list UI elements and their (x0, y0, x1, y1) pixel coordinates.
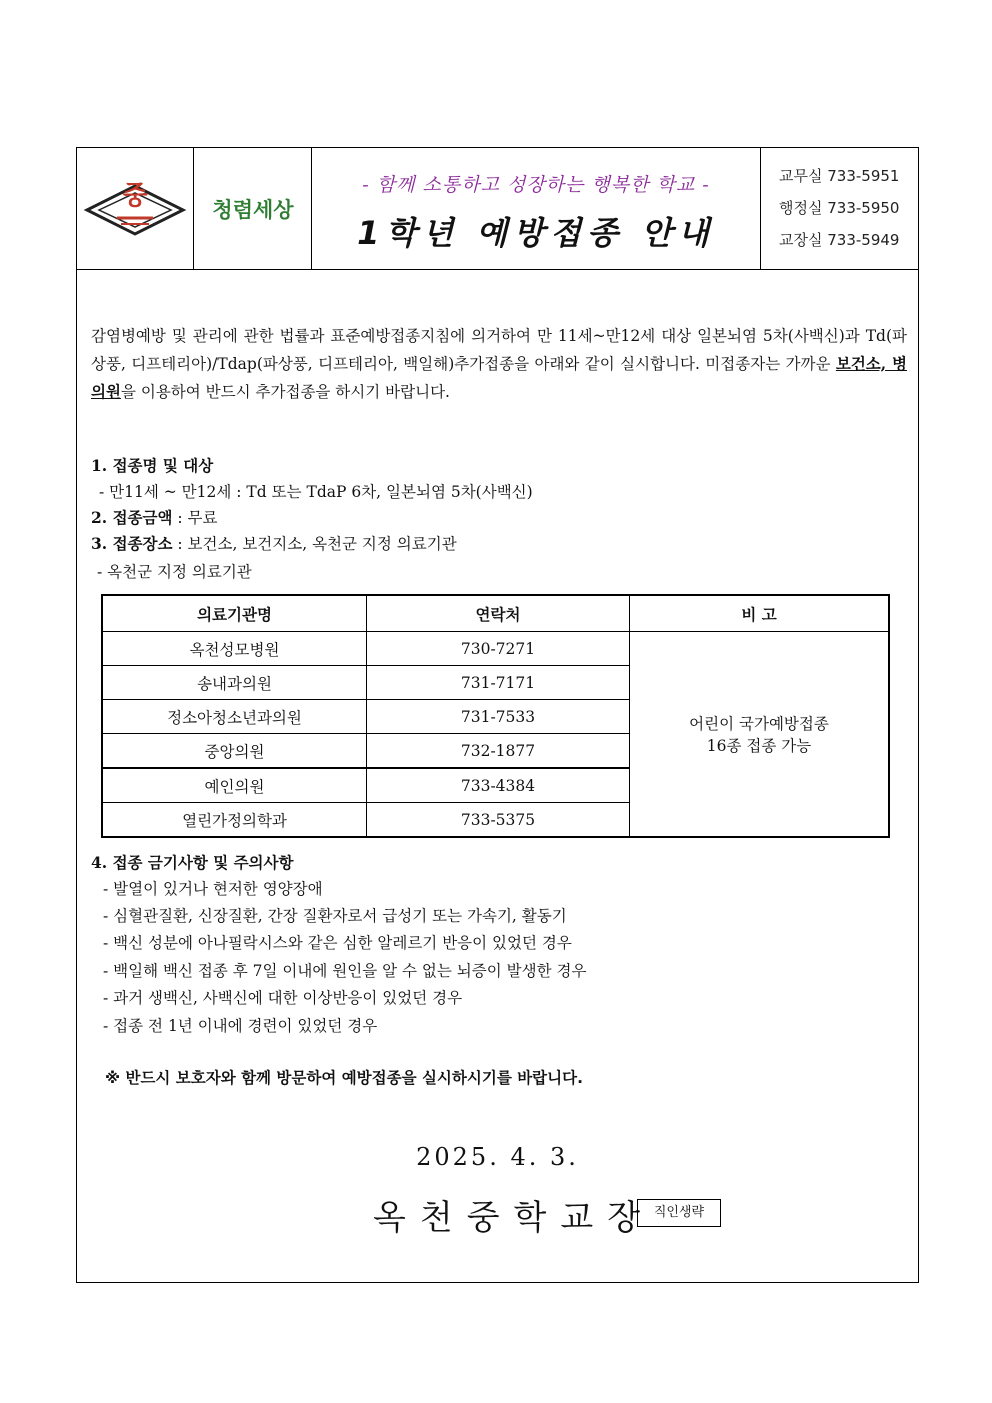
section-3 (91, 532, 457, 554)
caution-item: - 과거 생백신, 사백신에 대한 이상반응이 있었던 경우 (103, 989, 463, 1007)
emblem-text: 중 (122, 181, 148, 211)
page-title: 1학년 예방접종 안내 (357, 214, 715, 252)
section-3-title: 3. 접종장소 (91, 534, 173, 553)
institution-name: 옥천성모병원 (102, 632, 367, 666)
intro-emphasis: 보건소, 병의원 (91, 354, 908, 401)
section-1-title: 1. 접종명 및 대상 (91, 456, 214, 475)
phone-cell (761, 148, 918, 269)
institution-phone: 732-1877 (367, 734, 630, 769)
guardian-note: ※ 반드시 보호자와 함께 방문하여 예방접종을 실시하시기를 바랍니다. (105, 1069, 583, 1087)
institution-phone: 733-4384 (367, 768, 630, 803)
phone-principal-office: 교장실 733-5949 (779, 231, 900, 249)
section-2 (91, 506, 218, 528)
caution-item: - 접종 전 1년 이내에 경련이 있었던 경우 (103, 1017, 378, 1035)
intro-text-before: 감염병예방 및 관리에 관한 법률과 표준예방접종지침에 의거하여 만 11세~만12세 대상 일본뇌염 5차(사백신)과 Td(파상풍, 디프테리아)/Tdap(파상풍, 디프테리아, 백일해)추가접종을 아래와 같이 실시합니다. 미접종자는 가까운 (91, 327, 907, 373)
document-frame (76, 147, 919, 1283)
institution-name: 열린가정의학과 (102, 803, 367, 838)
table-row (102, 632, 889, 666)
remark-line-1: 어린이 국가예방접종 (689, 715, 829, 733)
seal-omitted-box: 직인생략 (637, 1199, 721, 1227)
institution-name: 정소아청소년과의원 (102, 700, 367, 734)
section-3-value: : 보건소, 보건지소, 옥천군 지정 의료기관 (172, 535, 457, 553)
institution-name: 중앙의원 (102, 734, 367, 769)
table-header-phone: 연락처 (367, 595, 630, 632)
section-3-sub: - 옥천군 지정 의료기관 (97, 563, 252, 581)
caution-item: - 백신 성분에 아나필락시스와 같은 심한 알레르기 반응이 있었던 경우 (103, 934, 572, 952)
principal-signature: 옥천중학교장 (373, 1198, 655, 1238)
intro-text-after: 을 이용하여 반드시 추가접종을 하시기 바랍니다. (120, 383, 450, 401)
table-header-name: 의료기관명 (102, 595, 367, 632)
slogan: - 함께 소통하고 성장하는 행복한 학교 - (362, 174, 710, 196)
institution-phone: 733-5375 (367, 803, 630, 838)
phone-teachers-office: 교무실 733-5951 (779, 167, 900, 185)
intro-paragraph (91, 322, 907, 406)
section-1-detail: - 만11세 ~ 만12세 : Td 또는 TdaP 6차, 일본뇌염 5차(사백신) (99, 483, 533, 501)
section-2-title: 2. 접종금액 (91, 508, 173, 527)
title-cell (312, 148, 761, 269)
institution-phone: 731-7171 (367, 666, 630, 700)
header (77, 148, 918, 270)
caution-item: - 심혈관질환, 신장질환, 간장 질환자로서 급성기 또는 가속기, 활동기 (103, 907, 567, 925)
campaign-logo-text: 청렴세상 (212, 198, 294, 222)
remark-line-2: 16종 접종 가능 (706, 737, 812, 755)
campaign-logo-icon (194, 148, 312, 269)
table-remark (630, 632, 890, 838)
institution-phone: 731-7533 (367, 700, 630, 734)
section-4-title: 4. 접종 금기사항 및 주의사항 (91, 853, 294, 872)
school-emblem-cell (77, 148, 194, 269)
caution-item: - 백일해 백신 접종 후 7일 이내에 원인을 알 수 없는 뇌증이 발생한 경우 (103, 962, 587, 980)
school-emblem-icon (77, 148, 194, 269)
phone-admin-office: 행정실 733-5950 (779, 199, 900, 217)
institution-name: 예인의원 (102, 768, 367, 803)
medical-institution-table (101, 594, 890, 838)
caution-item: - 발열이 있거나 현저한 영양장애 (103, 880, 323, 898)
institution-phone: 730-7271 (367, 632, 630, 666)
table-header-row (102, 595, 889, 632)
section-2-value: : 무료 (172, 509, 218, 527)
issue-date: 2025. 4. 3. (416, 1143, 579, 1171)
institution-name: 송내과의원 (102, 666, 367, 700)
campaign-logo-cell (194, 148, 312, 269)
table-header-remark: 비 고 (630, 595, 890, 632)
